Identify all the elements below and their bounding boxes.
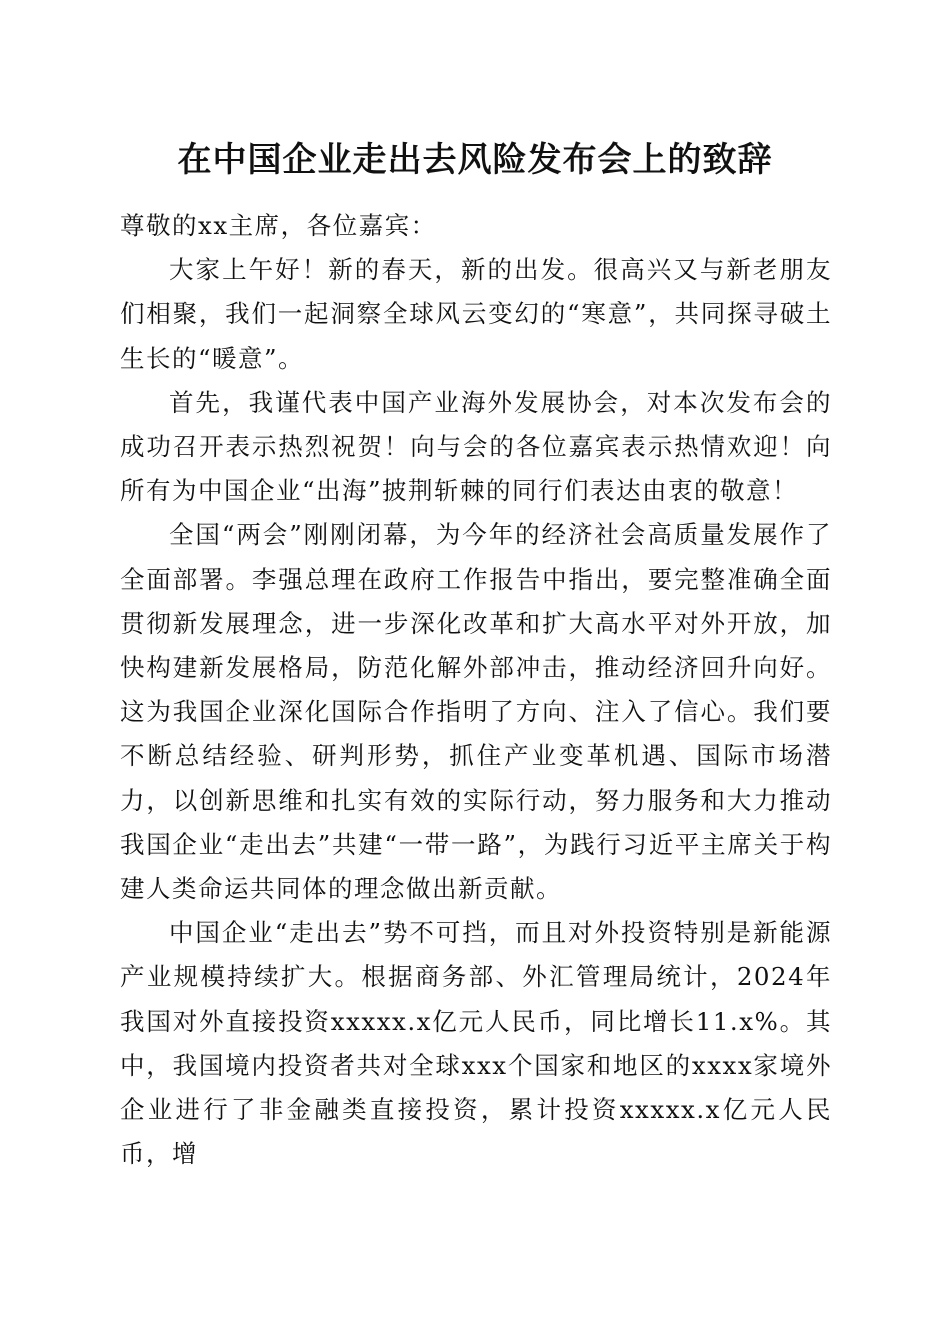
paragraph-1: 大家上午好！新的春天，新的出发。很高兴又与新老朋友们相聚，我们一起洞察全球风云变幻的“寒意”，共同探寻破土生长的“暖意”。 <box>120 255 832 373</box>
paragraph-4: 中国企业“走出去”势不可挡，而且对外投资特别是新能源产业规模持续扩大。根据商务部、外汇管理局统计，2024年我国对外直接投资xxxxx.x亿元人民币，同比增长11.x%。其中，我国境内投资者共对全球xxx个国家和地区的xxxx家境外企业进行了非金融类直接投资，累计投资xxxxx.x亿元人民币，增 <box>120 918 832 1169</box>
document-body <box>120 204 832 1176</box>
salutation: 尊敬的xx主席，各位嘉宾： <box>120 211 437 240</box>
paragraph-3: 全国“两会”刚刚闭幕，为今年的经济社会高质量发展作了全面部署。李强总理在政府工作报告中指出，要完整准确全面贯彻新发展理念，进一步深化改革和扩大高水平对外开放，加快构建新发展格局，防范化解外部冲击，推动经济回升向好。这为我国企业深化国际合作指明了方向、注入了信心。我们要不断总结经验、研判形势，抓住产业变革机遇、国际市场潜力，以创新思维和扎实有效的实际行动，努力服务和大力推动我国企业“走出去”共建“一带一路”，为践行习近平主席关于构建人类命运共同体的理念做出新贡献。 <box>120 520 832 904</box>
document-title: 在中国企业走出去风险发布会上的致辞 <box>177 140 773 180</box>
paragraph-2: 首先，我谨代表中国产业海外发展协会，对本次发布会的成功召开表示热烈祝贺！向与会的各位嘉宾表示热情欢迎！向所有为中国企业“出海”披荆斩棘的同行们表达由衷的敬意！ <box>120 387 832 506</box>
